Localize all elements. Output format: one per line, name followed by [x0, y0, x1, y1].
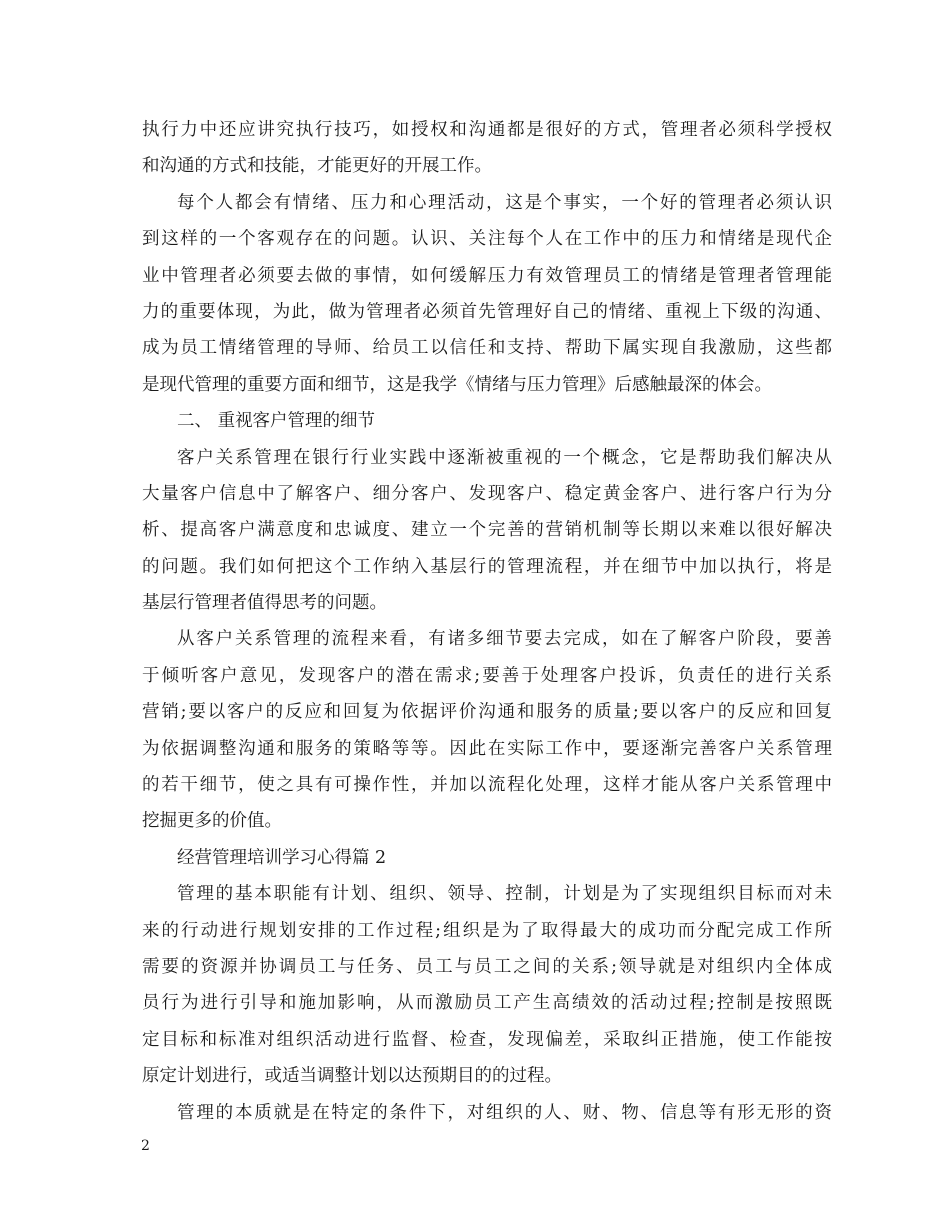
text-line: 业中管理者必须要去做的事情，如何缓解压力有效管理员工的情绪是管理者管理能	[142, 265, 832, 286]
text-line: 于倾听客户意见，发现客户的潜在需求;要善于处理客户投诉，负责任的进行关系	[142, 665, 832, 686]
text-line: 经营管理培训学习心得篇 2	[177, 847, 387, 868]
text-line: 执行力中还应讲究执行技巧，如授权和沟通都是很好的方式，管理者必须科学授权	[142, 120, 832, 140]
text-line: 客户关系管理在银行行业实践中逐渐被重视的一个概念，它是帮助我们解决从	[177, 447, 832, 468]
text-line: 和沟通的方式和技能，才能更好的开展工作。	[142, 156, 492, 177]
text-line: 的若干细节，使之具有可操作性，并加以流程化处理，这样才能从客户关系管理中	[142, 775, 832, 796]
text-line: 需要的资源并协调员工与任务、员工与员工之间的关系;领导就是对组织内全体成	[142, 956, 832, 977]
text-line: 原定计划进行，或适当调整计划以达预期目的的过程。	[142, 1066, 562, 1087]
text-line: 定目标和标准对组织活动进行监督、检查，发现偏差，采取纠正措施，使工作能按	[142, 1029, 832, 1050]
text-line: 为依据调整沟通和服务的策略等等。因此在实际工作中，要逐渐完善客户关系管理	[142, 738, 832, 759]
text-line: 挖掘更多的价值。	[142, 811, 282, 832]
page-number: 2	[141, 1138, 150, 1154]
text-line: 员行为进行引导和施加影响，从而激励员工产生高绩效的活动过程;控制是按照既	[142, 993, 832, 1014]
text-line: 从客户关系管理的流程来看，有诸多细节要去完成，如在了解客户阶段，要善	[177, 629, 832, 650]
text-line: 力的重要体现，为此，做为管理者必须首先管理好自己的情绪、重视上下级的沟通、	[142, 301, 832, 322]
text-line: 营销;要以客户的反应和回复为依据评价沟通和服务的质量;要以客户的反应和回复	[142, 702, 832, 723]
text-line: 来的行动进行规划安排的工作过程;组织是为了取得最大的成功而分配完成工作所	[142, 920, 832, 941]
text-line: 大量客户信息中了解客户、细分客户、发现客户、稳定黄金客户、进行客户行为分	[142, 483, 832, 504]
text-line: 成为员工情绪管理的导师、给员工以信任和支持、帮助下属实现自我激励，这些都	[142, 338, 832, 359]
text-line: 是现代管理的重要方面和细节，这是我学《情绪与压力管理》后感触最深的体会。	[142, 374, 772, 395]
text-line: 每个人都会有情绪、压力和心理活动，这是个事实，一个好的管理者必须认识	[177, 192, 832, 213]
text-line: 管理的本质就是在特定的条件下，对组织的人、财、物、信息等有形无形的资	[177, 1102, 832, 1123]
text-line: 到这样的一个客观存在的问题。认识、关注每个人在工作中的压力和情绪是现代企	[142, 229, 832, 250]
text-line: 的问题。我们如何把这个工作纳入基层行的管理流程，并在细节中加以执行，将是	[142, 556, 832, 577]
text-line: 二、 重视客户管理的细节	[177, 411, 376, 432]
text-line: 管理的基本职能有计划、组织、领导、控制，计划是为了实现组织目标而对未	[177, 884, 832, 905]
text-line: 析、提高客户满意度和忠诚度、建立一个完善的营销机制等长期以来难以很好解决	[142, 520, 832, 541]
text-line: 基层行管理者值得思考的问题。	[142, 593, 387, 614]
document-body	[142, 112, 832, 1131]
